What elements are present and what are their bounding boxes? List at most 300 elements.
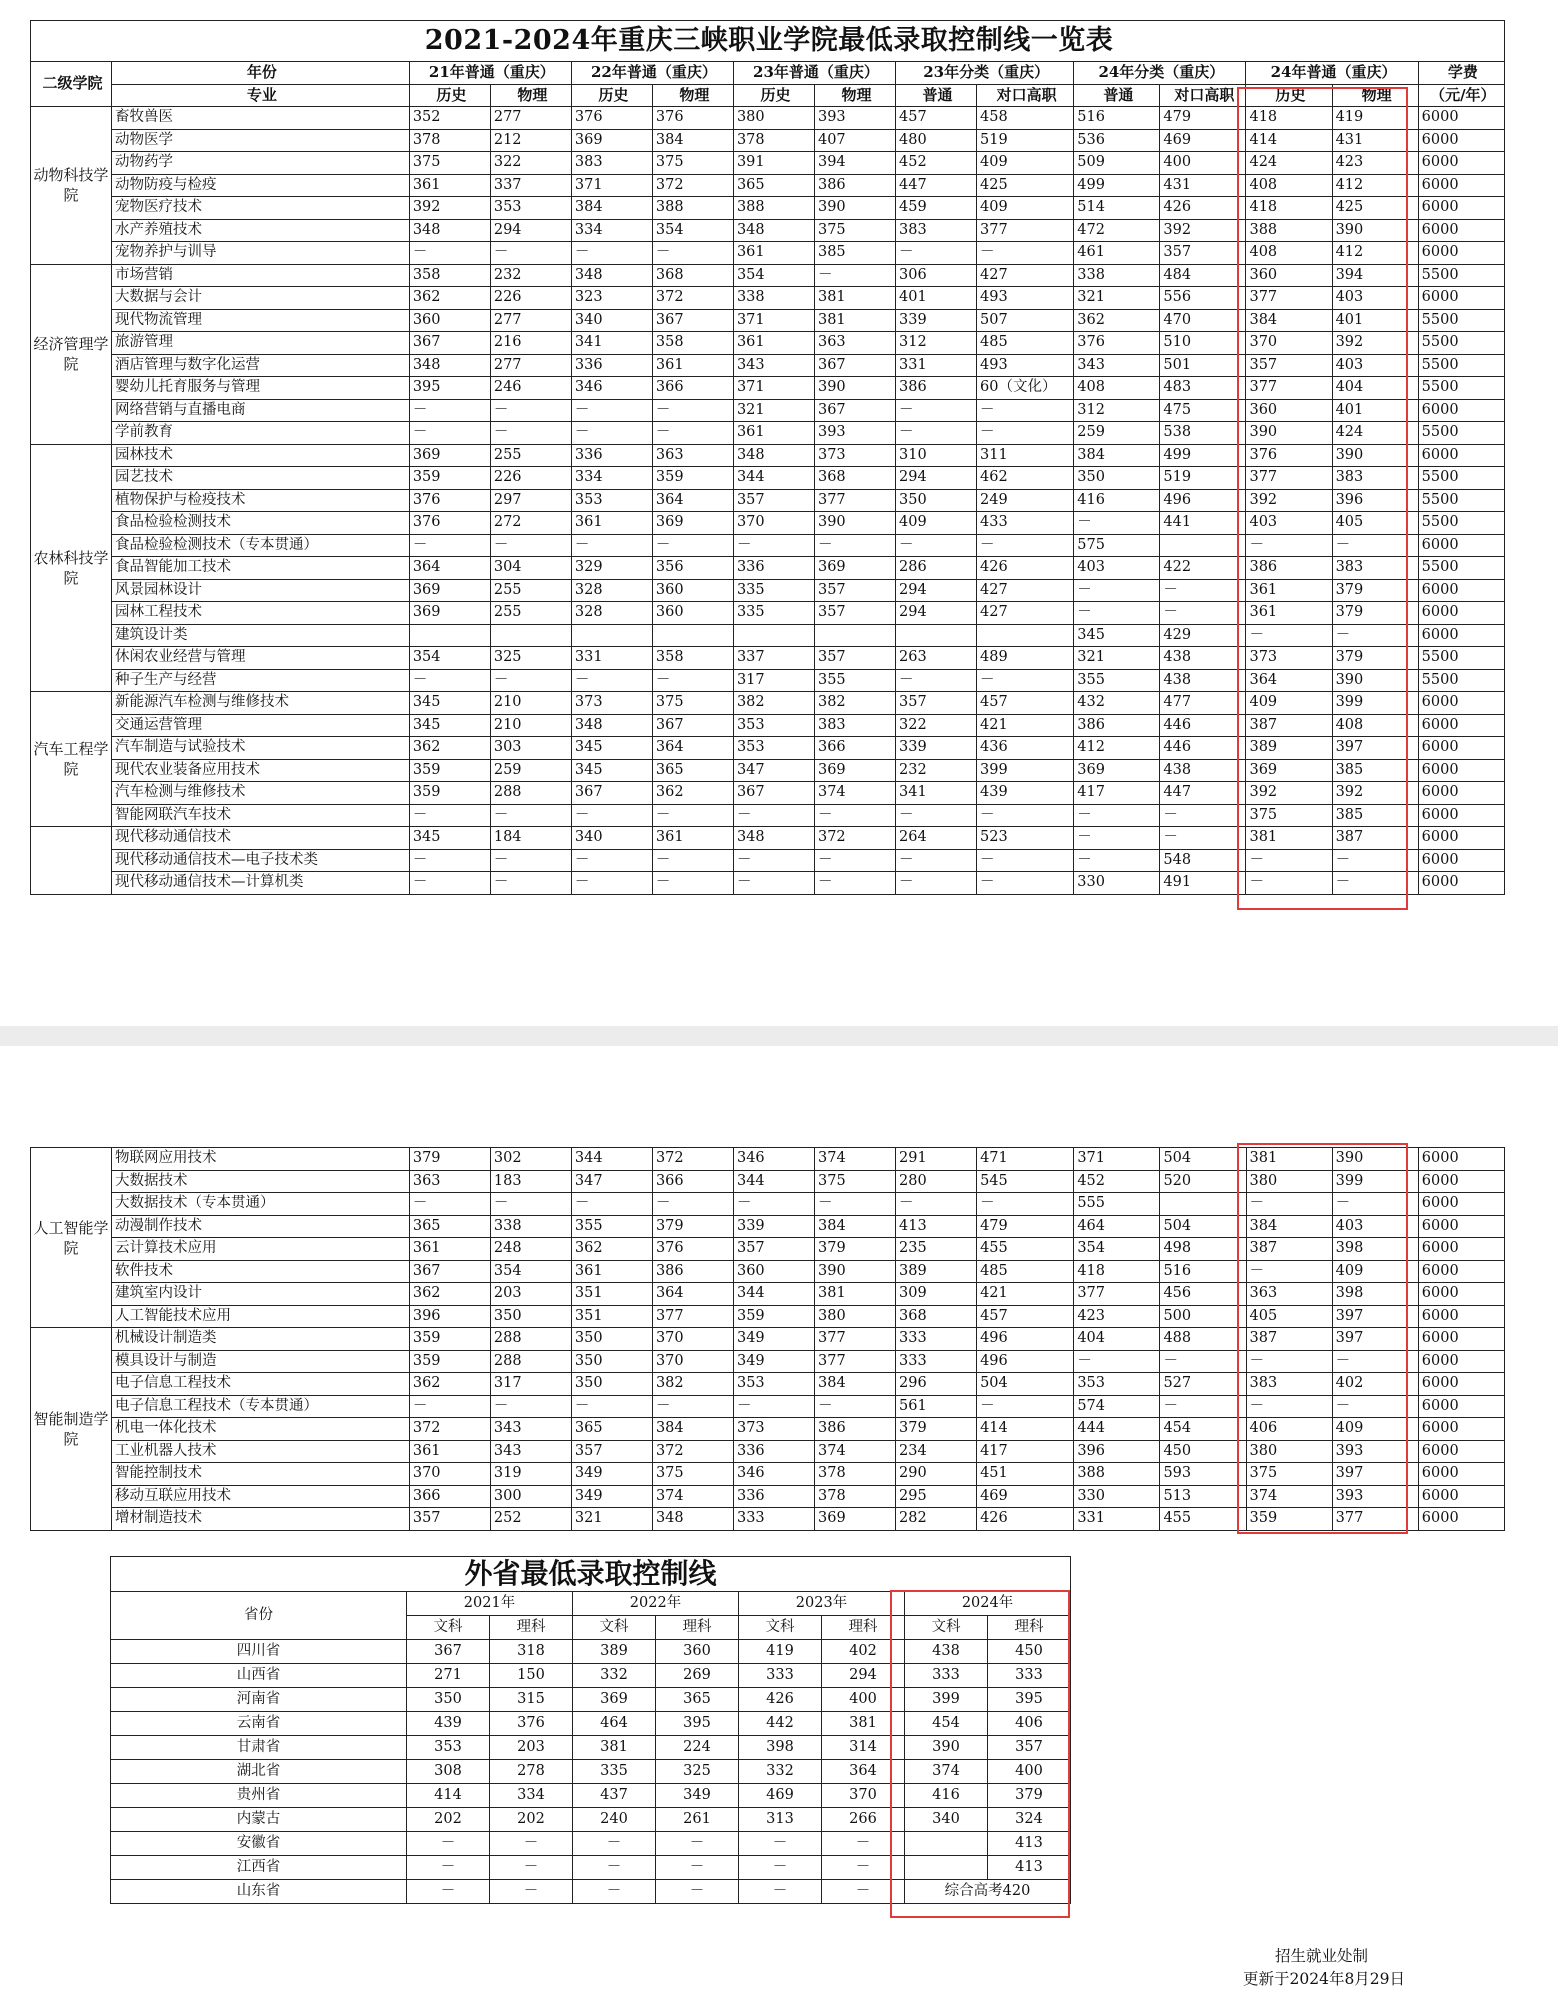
- score-cell: －: [571, 242, 652, 265]
- major-name: 机电一体化技术: [112, 1418, 410, 1441]
- score-cell: －: [490, 804, 571, 827]
- score-cell: －: [490, 422, 571, 445]
- score-cell: 344: [733, 467, 814, 490]
- score-cell: 345: [409, 827, 490, 850]
- score-cell: －: [733, 1193, 814, 1216]
- score-cell: 317: [490, 1373, 571, 1396]
- score-cell: 357: [1160, 242, 1246, 265]
- score-cell: －: [822, 1880, 905, 1904]
- score-cell: 414: [977, 1418, 1074, 1441]
- college-name: 动物科技学院: [31, 107, 112, 265]
- score-cell: 520: [1160, 1170, 1246, 1193]
- score-cell: －: [571, 1395, 652, 1418]
- score-cell: －: [656, 1880, 739, 1904]
- score-cell: 390: [905, 1736, 988, 1760]
- score-cell: 345: [409, 692, 490, 715]
- province-name: 四川省: [111, 1640, 407, 1664]
- score-cell: 288: [490, 1328, 571, 1351]
- score-cell: 335: [733, 602, 814, 625]
- score-cell: 390: [1246, 422, 1332, 445]
- score-cell: 469: [977, 1485, 1074, 1508]
- score-cell: －: [652, 422, 733, 445]
- score-cell: 383: [1332, 467, 1418, 490]
- score-cell: 372: [814, 827, 895, 850]
- tuition-cell: 6000: [1418, 804, 1504, 827]
- year-header: 2023年: [739, 1592, 905, 1616]
- table-row: [31, 467, 1505, 490]
- score-cell: －: [573, 1880, 656, 1904]
- score-cell: 360: [1246, 264, 1332, 287]
- score-cell: 404: [1074, 1328, 1160, 1351]
- score-cell: －: [490, 1395, 571, 1418]
- score-cell: 413: [988, 1832, 1071, 1856]
- score-cell: 363: [1246, 1283, 1332, 1306]
- score-cell: 332: [739, 1760, 822, 1784]
- score-cell: －: [739, 1880, 822, 1904]
- major-name: 园艺技术: [112, 467, 410, 490]
- score-cell: 380: [1246, 1440, 1332, 1463]
- score-cell: －: [1332, 1350, 1418, 1373]
- score-cell: 390: [814, 512, 895, 535]
- score-cell: 365: [733, 174, 814, 197]
- major-name: 大数据与会计: [112, 287, 410, 310]
- score-cell: 419: [1332, 107, 1418, 130]
- score-cell: 348: [409, 219, 490, 242]
- score-cell: 362: [571, 1238, 652, 1261]
- tuition-cell: 6000: [1418, 1418, 1504, 1441]
- score-cell: 413: [896, 1215, 977, 1238]
- major-name: 宠物医疗技术: [112, 197, 410, 220]
- score-cell: －: [896, 1193, 977, 1216]
- score-cell: 377: [1246, 287, 1332, 310]
- score-cell: 343: [490, 1440, 571, 1463]
- major-name: 云计算技术应用: [112, 1238, 410, 1261]
- score-cell: 385: [1332, 759, 1418, 782]
- score-cell: 346: [733, 1148, 814, 1171]
- score-cell: 485: [977, 1260, 1074, 1283]
- score-cell: 306: [896, 264, 977, 287]
- score-cell: －: [652, 1193, 733, 1216]
- score-cell: －: [409, 669, 490, 692]
- province-name: 湖北省: [111, 1760, 407, 1784]
- tuition-cell: 6000: [1418, 1193, 1504, 1216]
- sub-header: 历史: [733, 84, 814, 107]
- score-cell: 424: [1246, 152, 1332, 175]
- score-cell: [490, 624, 571, 647]
- score-cell: 384: [1246, 309, 1332, 332]
- score-cell: 338: [1074, 264, 1160, 287]
- score-cell: 455: [1160, 1508, 1246, 1531]
- score-cell: －: [409, 422, 490, 445]
- score-cell: 380: [815, 1305, 896, 1328]
- tuition-cell: 5500: [1418, 467, 1504, 490]
- score-cell: 394: [1332, 264, 1418, 287]
- score-cell: 441: [1160, 512, 1246, 535]
- score-cell: 360: [409, 309, 490, 332]
- score-cell: 416: [1074, 489, 1160, 512]
- score-cell: 371: [1074, 1148, 1160, 1171]
- score-cell: 294: [490, 219, 571, 242]
- group-header: 22年普通（重庆）: [571, 62, 733, 85]
- score-cell: 343: [490, 1418, 571, 1441]
- score-cell: 366: [409, 1485, 490, 1508]
- major-name: 物联网应用技术: [112, 1148, 410, 1171]
- score-cell: －: [573, 1832, 656, 1856]
- score-cell: 340: [571, 827, 652, 850]
- score-cell: 183: [490, 1170, 571, 1193]
- table-row: [31, 354, 1505, 377]
- score-cell: 353: [490, 197, 571, 220]
- score-cell: 379: [815, 1238, 896, 1261]
- score-cell: 377: [1246, 467, 1332, 490]
- score-cell: 361: [733, 332, 814, 355]
- table-row: [31, 714, 1505, 737]
- score-cell: －: [896, 399, 977, 422]
- score-cell: 359: [409, 1328, 490, 1351]
- major-name: 动物防疫与检疫: [112, 174, 410, 197]
- score-cell: 348: [733, 827, 814, 850]
- score-cell: 384: [652, 129, 733, 152]
- score-cell: －: [1074, 1350, 1160, 1373]
- score-cell: －: [1246, 1350, 1332, 1373]
- tuition-cell: 5500: [1418, 489, 1504, 512]
- group-header: 24年普通（重庆）: [1246, 62, 1418, 85]
- table-row: [31, 1305, 1505, 1328]
- score-cell: －: [652, 804, 733, 827]
- score-cell: 264: [896, 827, 977, 850]
- score-cell: 399: [1332, 1170, 1418, 1193]
- score-cell: 361: [409, 1238, 490, 1261]
- score-cell: 389: [1246, 737, 1332, 760]
- score-cell: 356: [652, 557, 733, 580]
- score-cell: 383: [571, 152, 652, 175]
- table-row: [31, 782, 1505, 805]
- score-cell: 384: [815, 1215, 896, 1238]
- score-cell: 324: [988, 1808, 1071, 1832]
- score-cell: 353: [1074, 1373, 1160, 1396]
- score-cell: 226: [490, 467, 571, 490]
- score-cell: 288: [490, 1350, 571, 1373]
- score-cell: －: [1246, 1395, 1332, 1418]
- score-cell: 439: [407, 1712, 490, 1736]
- score-cell: 368: [652, 264, 733, 287]
- table-row: [31, 602, 1505, 625]
- table-row: [31, 1485, 1505, 1508]
- college-header: 二级学院: [31, 62, 112, 107]
- sub-header: 物理: [1332, 84, 1418, 107]
- score-cell: 294: [896, 602, 977, 625]
- score-cell: －: [977, 399, 1074, 422]
- major-name: 工业机器人技术: [112, 1440, 410, 1463]
- score-cell: －: [1074, 579, 1160, 602]
- score-cell: 312: [896, 332, 977, 355]
- score-cell: 438: [1160, 759, 1246, 782]
- table-row: [31, 849, 1505, 872]
- score-cell: 527: [1160, 1373, 1246, 1396]
- score-cell: 359: [733, 1305, 814, 1328]
- score-cell: 395: [988, 1688, 1071, 1712]
- score-cell: 456: [1160, 1283, 1246, 1306]
- score-cell: 417: [977, 1440, 1074, 1463]
- table-row: [31, 399, 1505, 422]
- score-cell: 290: [896, 1463, 977, 1486]
- province-row: [111, 1712, 1071, 1736]
- score-cell: 311: [977, 444, 1074, 467]
- score-cell: 348: [652, 1508, 733, 1531]
- score-cell: 252: [490, 1508, 571, 1531]
- score-cell: 401: [896, 287, 977, 310]
- score-cell: －: [977, 242, 1074, 265]
- score-cell: 398: [739, 1736, 822, 1760]
- major-name: 食品检验检测技术: [112, 512, 410, 535]
- score-cell: 381: [815, 1283, 896, 1306]
- score-cell: 334: [571, 219, 652, 242]
- score-cell: 345: [571, 759, 652, 782]
- score-cell: 472: [1074, 219, 1160, 242]
- score-cell: 413: [988, 1856, 1071, 1880]
- score-cell: 379: [988, 1784, 1071, 1808]
- province-row: [111, 1688, 1071, 1712]
- score-cell: 370: [733, 512, 814, 535]
- score-cell: 378: [733, 129, 814, 152]
- score-cell: 372: [409, 1418, 490, 1441]
- province-name: 江西省: [111, 1856, 407, 1880]
- major-name: 现代物流管理: [112, 309, 410, 332]
- score-cell: －: [1332, 1193, 1418, 1216]
- score-cell: 390: [815, 1260, 896, 1283]
- score-cell: 336: [571, 354, 652, 377]
- major-name: 建筑设计类: [112, 624, 410, 647]
- score-cell: 371: [733, 309, 814, 332]
- score-cell: 331: [896, 354, 977, 377]
- score-cell: 349: [656, 1784, 739, 1808]
- score-cell: 377: [652, 1305, 733, 1328]
- score-cell: 375: [1246, 1463, 1332, 1486]
- tuition-cell: 6000: [1418, 174, 1504, 197]
- score-cell: 387: [1246, 714, 1332, 737]
- score-cell: 421: [977, 714, 1074, 737]
- score-cell: 385: [814, 242, 895, 265]
- score-cell: 376: [409, 512, 490, 535]
- score-cell: 400: [988, 1760, 1071, 1784]
- score-cell: 442: [739, 1712, 822, 1736]
- score-cell: 575: [1074, 534, 1160, 557]
- score-cell: 345: [571, 737, 652, 760]
- score-cell: 390: [814, 197, 895, 220]
- score-cell: 561: [896, 1395, 977, 1418]
- score-cell: 348: [409, 354, 490, 377]
- score-cell: 446: [1160, 714, 1246, 737]
- score-cell: 372: [652, 174, 733, 197]
- score-cell: 399: [977, 759, 1074, 782]
- score-cell: －: [409, 534, 490, 557]
- tuition-cell: 6000: [1418, 1395, 1504, 1418]
- major-name: 休闲农业经营与管理: [112, 647, 410, 670]
- score-cell: 379: [896, 1418, 977, 1441]
- score-cell: 345: [1074, 624, 1160, 647]
- score-cell: 319: [490, 1463, 571, 1486]
- major-name: 新能源汽车检测与维修技术: [112, 692, 410, 715]
- score-cell: [733, 624, 814, 647]
- score-cell: 361: [571, 512, 652, 535]
- score-cell: 232: [490, 264, 571, 287]
- score-cell: 353: [733, 737, 814, 760]
- score-cell: －: [1246, 872, 1332, 895]
- score-cell: 377: [815, 1350, 896, 1373]
- tuition-cell: 5500: [1418, 512, 1504, 535]
- score-cell: 374: [905, 1760, 988, 1784]
- major-name: 电子信息工程技术（专本贯通）: [112, 1395, 410, 1418]
- score-cell: 373: [814, 444, 895, 467]
- score-cell: 372: [652, 1440, 733, 1463]
- score-cell: 332: [573, 1664, 656, 1688]
- province-name: 河南省: [111, 1688, 407, 1712]
- score-cell: 361: [571, 1260, 652, 1283]
- major-name: 软件技术: [112, 1260, 410, 1283]
- score-cell: [977, 624, 1074, 647]
- tuition-cell: 6000: [1418, 129, 1504, 152]
- score-cell: 409: [1332, 1260, 1418, 1283]
- score-cell: 333: [896, 1350, 977, 1373]
- score-cell: 412: [1074, 737, 1160, 760]
- major-name: 园林技术: [112, 444, 410, 467]
- score-cell: 380: [1246, 1170, 1332, 1193]
- score-cell: 414: [1246, 129, 1332, 152]
- score-cell: 362: [409, 737, 490, 760]
- score-cell: 361: [409, 1440, 490, 1463]
- score-cell: －: [1246, 849, 1332, 872]
- score-cell: 277: [490, 354, 571, 377]
- major-name: 人工智能技术应用: [112, 1305, 410, 1328]
- score-cell: 359: [409, 1350, 490, 1373]
- score-cell: 593: [1160, 1463, 1246, 1486]
- tuition-cell: 5500: [1418, 669, 1504, 692]
- score-cell: 499: [1074, 174, 1160, 197]
- score-cell: 418: [1246, 197, 1332, 220]
- score-cell: 378: [815, 1463, 896, 1486]
- score-cell: 367: [409, 1260, 490, 1283]
- score-cell: 387: [1246, 1238, 1332, 1261]
- score-cell: 447: [896, 174, 977, 197]
- score-cell: 396: [1074, 1440, 1160, 1463]
- score-cell: 438: [905, 1640, 988, 1664]
- score-cell: 365: [656, 1688, 739, 1712]
- score-cell: －: [1246, 534, 1332, 557]
- year-header: 2024年: [905, 1592, 1071, 1616]
- score-cell: 322: [896, 714, 977, 737]
- score-cell: 408: [1332, 714, 1418, 737]
- score-cell: 400: [822, 1688, 905, 1712]
- score-cell: 328: [571, 579, 652, 602]
- score-cell: 555: [1074, 1193, 1160, 1216]
- score-cell: 383: [814, 714, 895, 737]
- score-cell: 357: [571, 1440, 652, 1463]
- table-row: [31, 1193, 1505, 1216]
- score-cell: －: [409, 1193, 490, 1216]
- score-cell: －: [1074, 849, 1160, 872]
- score-cell: 336: [571, 444, 652, 467]
- score-cell: 471: [977, 1148, 1074, 1171]
- score-cell: 384: [815, 1373, 896, 1396]
- score-cell: 369: [409, 579, 490, 602]
- score-cell: 350: [407, 1688, 490, 1712]
- score-cell: 375: [1246, 804, 1332, 827]
- score-cell: 450: [988, 1640, 1071, 1664]
- score-cell: 379: [1332, 647, 1418, 670]
- table-row: [31, 1508, 1505, 1531]
- score-cell: －: [896, 804, 977, 827]
- tuition-cell: 6000: [1418, 287, 1504, 310]
- score-cell: 368: [814, 467, 895, 490]
- score-cell: 362: [409, 1283, 490, 1306]
- score-cell: [905, 1832, 988, 1856]
- score-cell: 536: [1074, 129, 1160, 152]
- major-name: 食品智能加工技术: [112, 557, 410, 580]
- table-row: [31, 107, 1505, 130]
- score-cell: －: [409, 1395, 490, 1418]
- group-header: 21年普通（重庆）: [409, 62, 571, 85]
- score-cell: 398: [1332, 1283, 1418, 1306]
- score-cell: 379: [1332, 579, 1418, 602]
- score-cell: 399: [1332, 692, 1418, 715]
- score-cell: －: [1074, 602, 1160, 625]
- score-cell: 278: [490, 1760, 573, 1784]
- score-cell: 364: [652, 737, 733, 760]
- score-cell: 354: [490, 1260, 571, 1283]
- score-cell: 446: [1160, 737, 1246, 760]
- major-name: 酒店管理与数字化运营: [112, 354, 410, 377]
- score-cell: 367: [409, 332, 490, 355]
- score-cell: 358: [652, 332, 733, 355]
- group-header: 24年分类（重庆）: [1074, 62, 1246, 85]
- score-cell: 489: [977, 647, 1074, 670]
- tuition-cell: 5500: [1418, 557, 1504, 580]
- sub-header: 理科: [822, 1616, 905, 1640]
- score-cell: 390: [1332, 1148, 1418, 1171]
- score-cell: 368: [896, 1305, 977, 1328]
- score-cell: －: [652, 1395, 733, 1418]
- score-cell: －: [822, 1856, 905, 1880]
- score-cell: 315: [490, 1688, 573, 1712]
- score-cell: 398: [1332, 1238, 1418, 1261]
- score-cell: 359: [1246, 1508, 1332, 1531]
- major-name: 食品检验检测技术（专本贯通）: [112, 534, 410, 557]
- score-cell: 综合高考420: [905, 1880, 1071, 1904]
- score-cell: －: [571, 399, 652, 422]
- score-cell: 363: [814, 332, 895, 355]
- score-cell: 203: [490, 1736, 573, 1760]
- province-header: 省份: [111, 1592, 407, 1640]
- table-row: [31, 647, 1505, 670]
- tuition-cell: 6000: [1418, 399, 1504, 422]
- score-cell: －: [571, 804, 652, 827]
- score-cell: 295: [896, 1485, 977, 1508]
- table-row: [31, 534, 1505, 557]
- score-cell: 457: [977, 692, 1074, 715]
- score-cell: 226: [490, 287, 571, 310]
- score-cell: －: [1074, 827, 1160, 850]
- major-header: 专业: [112, 84, 410, 107]
- score-cell: 409: [896, 512, 977, 535]
- score-cell: 447: [1160, 782, 1246, 805]
- score-cell: －: [977, 804, 1074, 827]
- group-header: 23年普通（重庆）: [733, 62, 895, 85]
- score-cell: 376: [652, 1238, 733, 1261]
- score-cell: 337: [733, 647, 814, 670]
- page-title: 2021-2024年重庆三峡职业学院最低录取控制线一览表: [31, 21, 1505, 62]
- score-cell: 427: [977, 602, 1074, 625]
- sub-header: 普通: [1074, 84, 1160, 107]
